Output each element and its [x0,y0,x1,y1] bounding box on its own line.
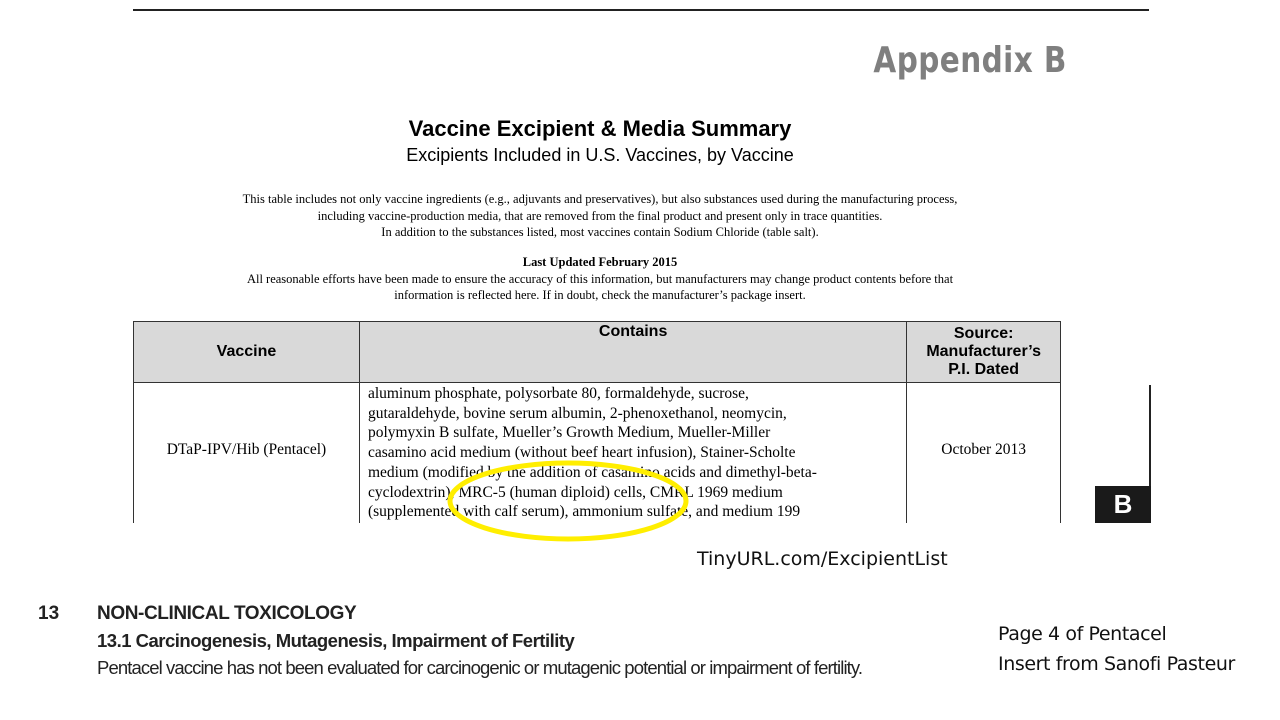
intro-line: In addition to the substances listed, most vaccines contain Sodium Chloride (table salt). [381,225,819,239]
header-source [907,322,1061,383]
document-subtitle: Excipients Included in U.S. Vaccines, by Vaccine [406,145,794,165]
section-body: Pentacel vaccine has not been evaluated for carcinogenic or mutagenic potential or impairment of fertility. [97,657,863,678]
header-source-line: Manufacturer’s [926,343,1042,360]
header-source-line: Source: [953,325,1014,342]
contains-line: aluminum phosphate, polysorbate 80, formaldehyde, sucrose, [367,385,749,402]
appendix-tab: B [1095,486,1151,523]
section-number: 13 [38,603,60,624]
disclaimer-line: information is reflected here. If in doubt, check the manufacturer’s package insert. [394,288,806,302]
contains-line: gutaraldehyde, bovine serum albumin, 2-phenoxethanol, neomycin, [367,404,787,422]
intro-line: This table includes not only vaccine ingredients (e.g., adjuvants and preservatives), but also substances used during the manufacturing process, [242,192,958,206]
highlight-ellipse-shape [450,463,686,539]
contains-line: polymyxin B sulfate, Mueller’s Growth Medium, Mueller-Miller [367,424,771,442]
contains-line: cyclodextrin), MRC-5 (human diploid) cells, CMRL 1969 medium [367,483,783,501]
excipient-list-link[interactable]: TinyURL.com/ExcipientList [697,548,948,570]
caption-line: Page 4 of Pentacel [998,623,1167,645]
disclaimer-line: All reasonable efforts have been made to ensure the accuracy of this information, but manufacturers may change product contents before that [246,271,954,286]
section-title: NON-CLINICAL TOXICOLOGY [97,603,357,624]
last-updated: Last Updated February 2015 [522,255,678,269]
table-header-row [134,322,1061,383]
cell-vaccine: DTaP-IPV/Hib (Pentacel) [134,383,360,524]
contains-line: medium (modified by the addition of casamino acids and dimethyl-beta- [367,463,817,481]
intro-line: including vaccine-production media, that are removed from the final product and present only in trace quantities. [317,208,883,223]
top-rule [133,9,1149,11]
intro-paragraph [150,191,1050,241]
update-notice [150,254,1050,304]
highlight-ellipse [446,457,691,545]
appendix-title: Appendix B [873,40,1067,81]
header-contains: Contains [359,322,906,383]
document-title: Vaccine Excipient & Media Summary [408,116,792,141]
header-vaccine: Vaccine [134,322,360,383]
header-source-line: P.I. Dated [948,361,1020,378]
contains-line: (supplemented with calf serum), ammonium sulfate, and medium 199 [367,503,801,521]
subsection-title: 13.1 Carcinogenesis, Mutagenesis, Impairment of Fertility [97,630,575,651]
contains-line: casamino acid medium (without beef heart infusion), Stainer-Scholte [367,444,796,462]
source-caption [998,619,1235,679]
cell-source: October 2013 [907,383,1061,524]
caption-line: Insert from Sanofi Pasteur [998,653,1235,675]
